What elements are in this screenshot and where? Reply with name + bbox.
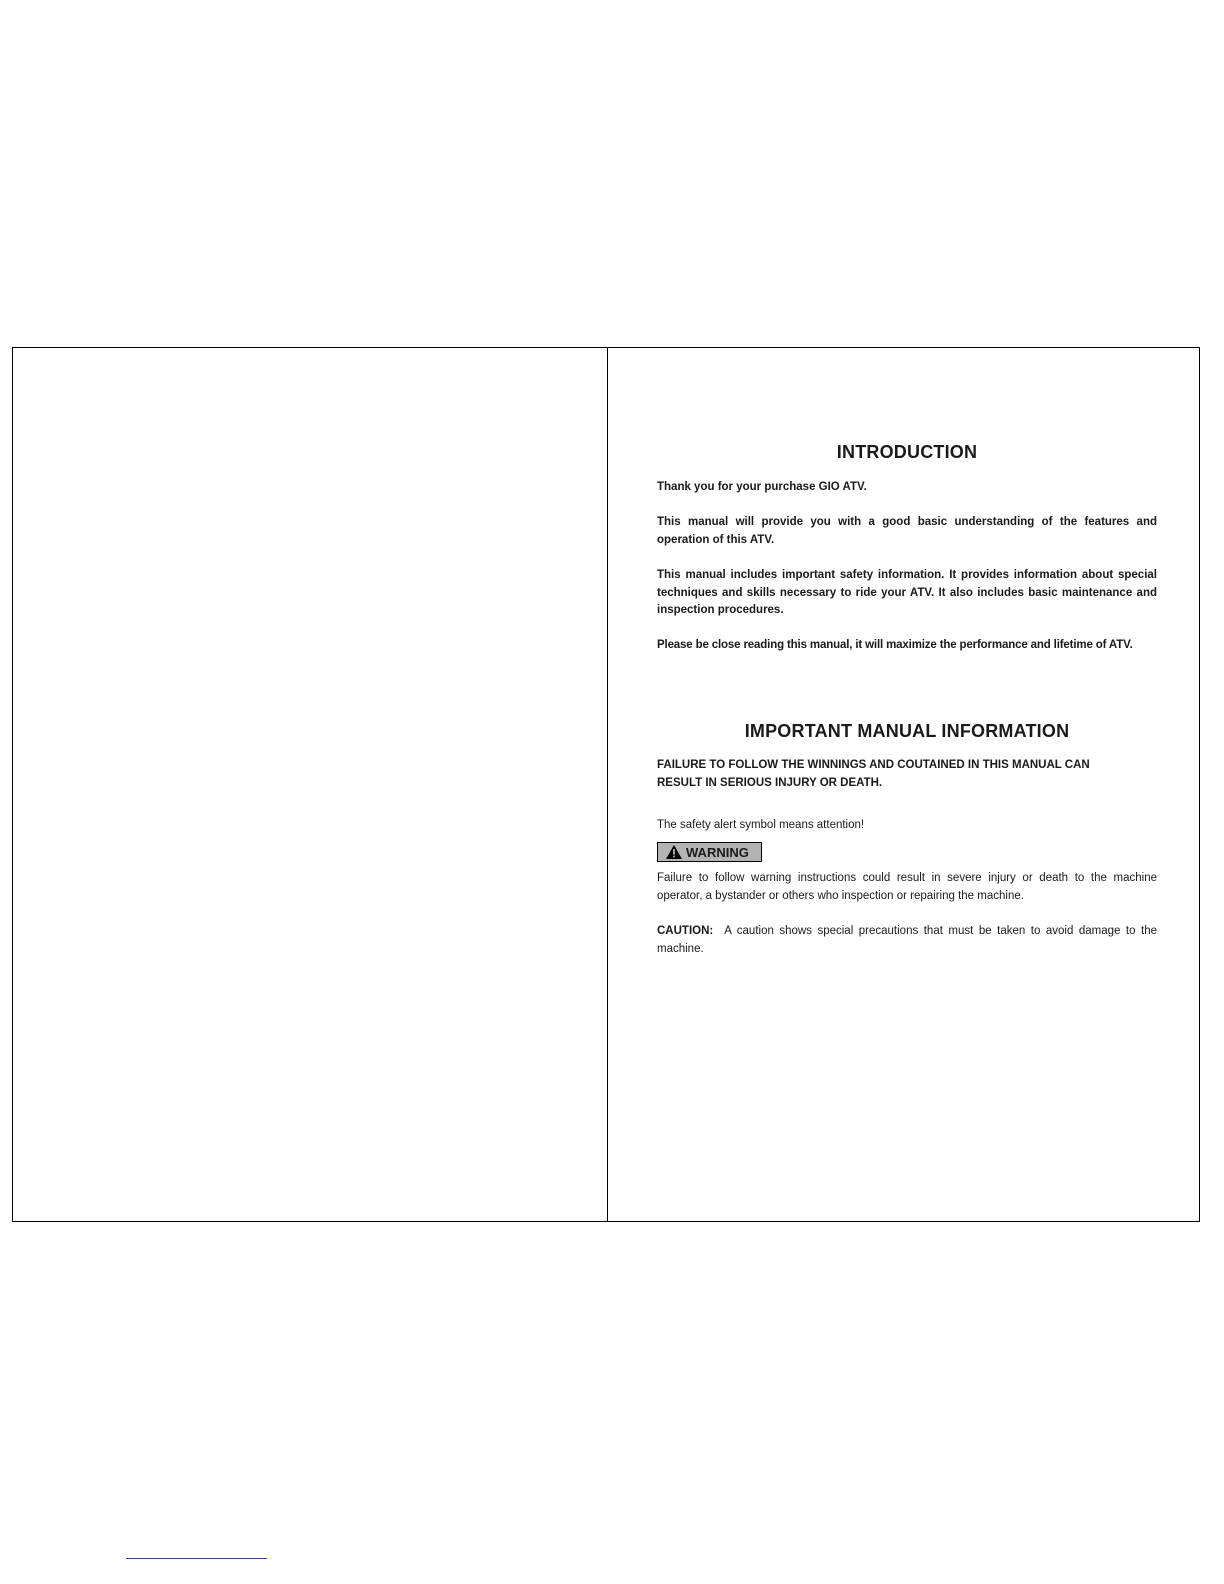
intro-thanks: Thank you for your purchase GIO ATV. [657,481,867,493]
footer-underline [126,1558,267,1559]
warning-badge [657,842,762,862]
important-heading: IMPORTANT MANUAL INFORMATION [744,721,1070,741]
warning-label: WARNING [686,844,749,860]
caution-block [657,923,1157,958]
introduction-section [657,442,1157,463]
warning-description [657,870,1157,905]
intro-paragraph-3 [657,567,1157,620]
safety-alert-note [657,817,1157,835]
left-page-blank [13,348,607,1221]
important-section [657,721,1157,742]
intro-close-reading: Please be close reading this manual, it will maximize the performance and lifetime of ATV. [657,639,1133,651]
warning-text: Failure to follow warning instructions could result in severe injury or death to the machine operator, a bystander or others who inspection or repairing the machine. [657,872,1157,902]
caution-text: A caution shows special precautions that must be taken to avoid damage to the machine. [657,925,1158,955]
failure-warning [657,757,1157,792]
intro-paragraph-4 [657,637,1157,655]
caution-label: CAUTION: [657,925,714,937]
intro-safety-info: This manual includes important safety information. It provides information about special techniques and skills necessary to ride your ATV. It also includes basic maintenance and inspection procedures. [657,569,1157,616]
alert-triangle-icon [666,845,682,859]
safety-alert-text: The safety alert symbol means attention! [657,819,865,831]
caution-paragraph [657,923,1157,958]
intro-paragraph-1 [657,479,1157,497]
failure-line-1: FAILURE TO FOLLOW THE WINNINGS AND COUTAINED IN THIS MANUAL CAN [657,759,1090,771]
right-page [608,348,1200,1221]
manual-spread [12,347,1200,1222]
intro-paragraph-2 [657,514,1157,549]
introduction-heading: INTRODUCTION [836,442,978,462]
failure-line-2: RESULT IN SERIOUS INJURY OR DEATH. [657,776,883,789]
warning-block [657,842,1157,864]
intro-manual-purpose: This manual will provide you with a good basic understanding of the features and operation of this ATV. [657,516,1157,546]
